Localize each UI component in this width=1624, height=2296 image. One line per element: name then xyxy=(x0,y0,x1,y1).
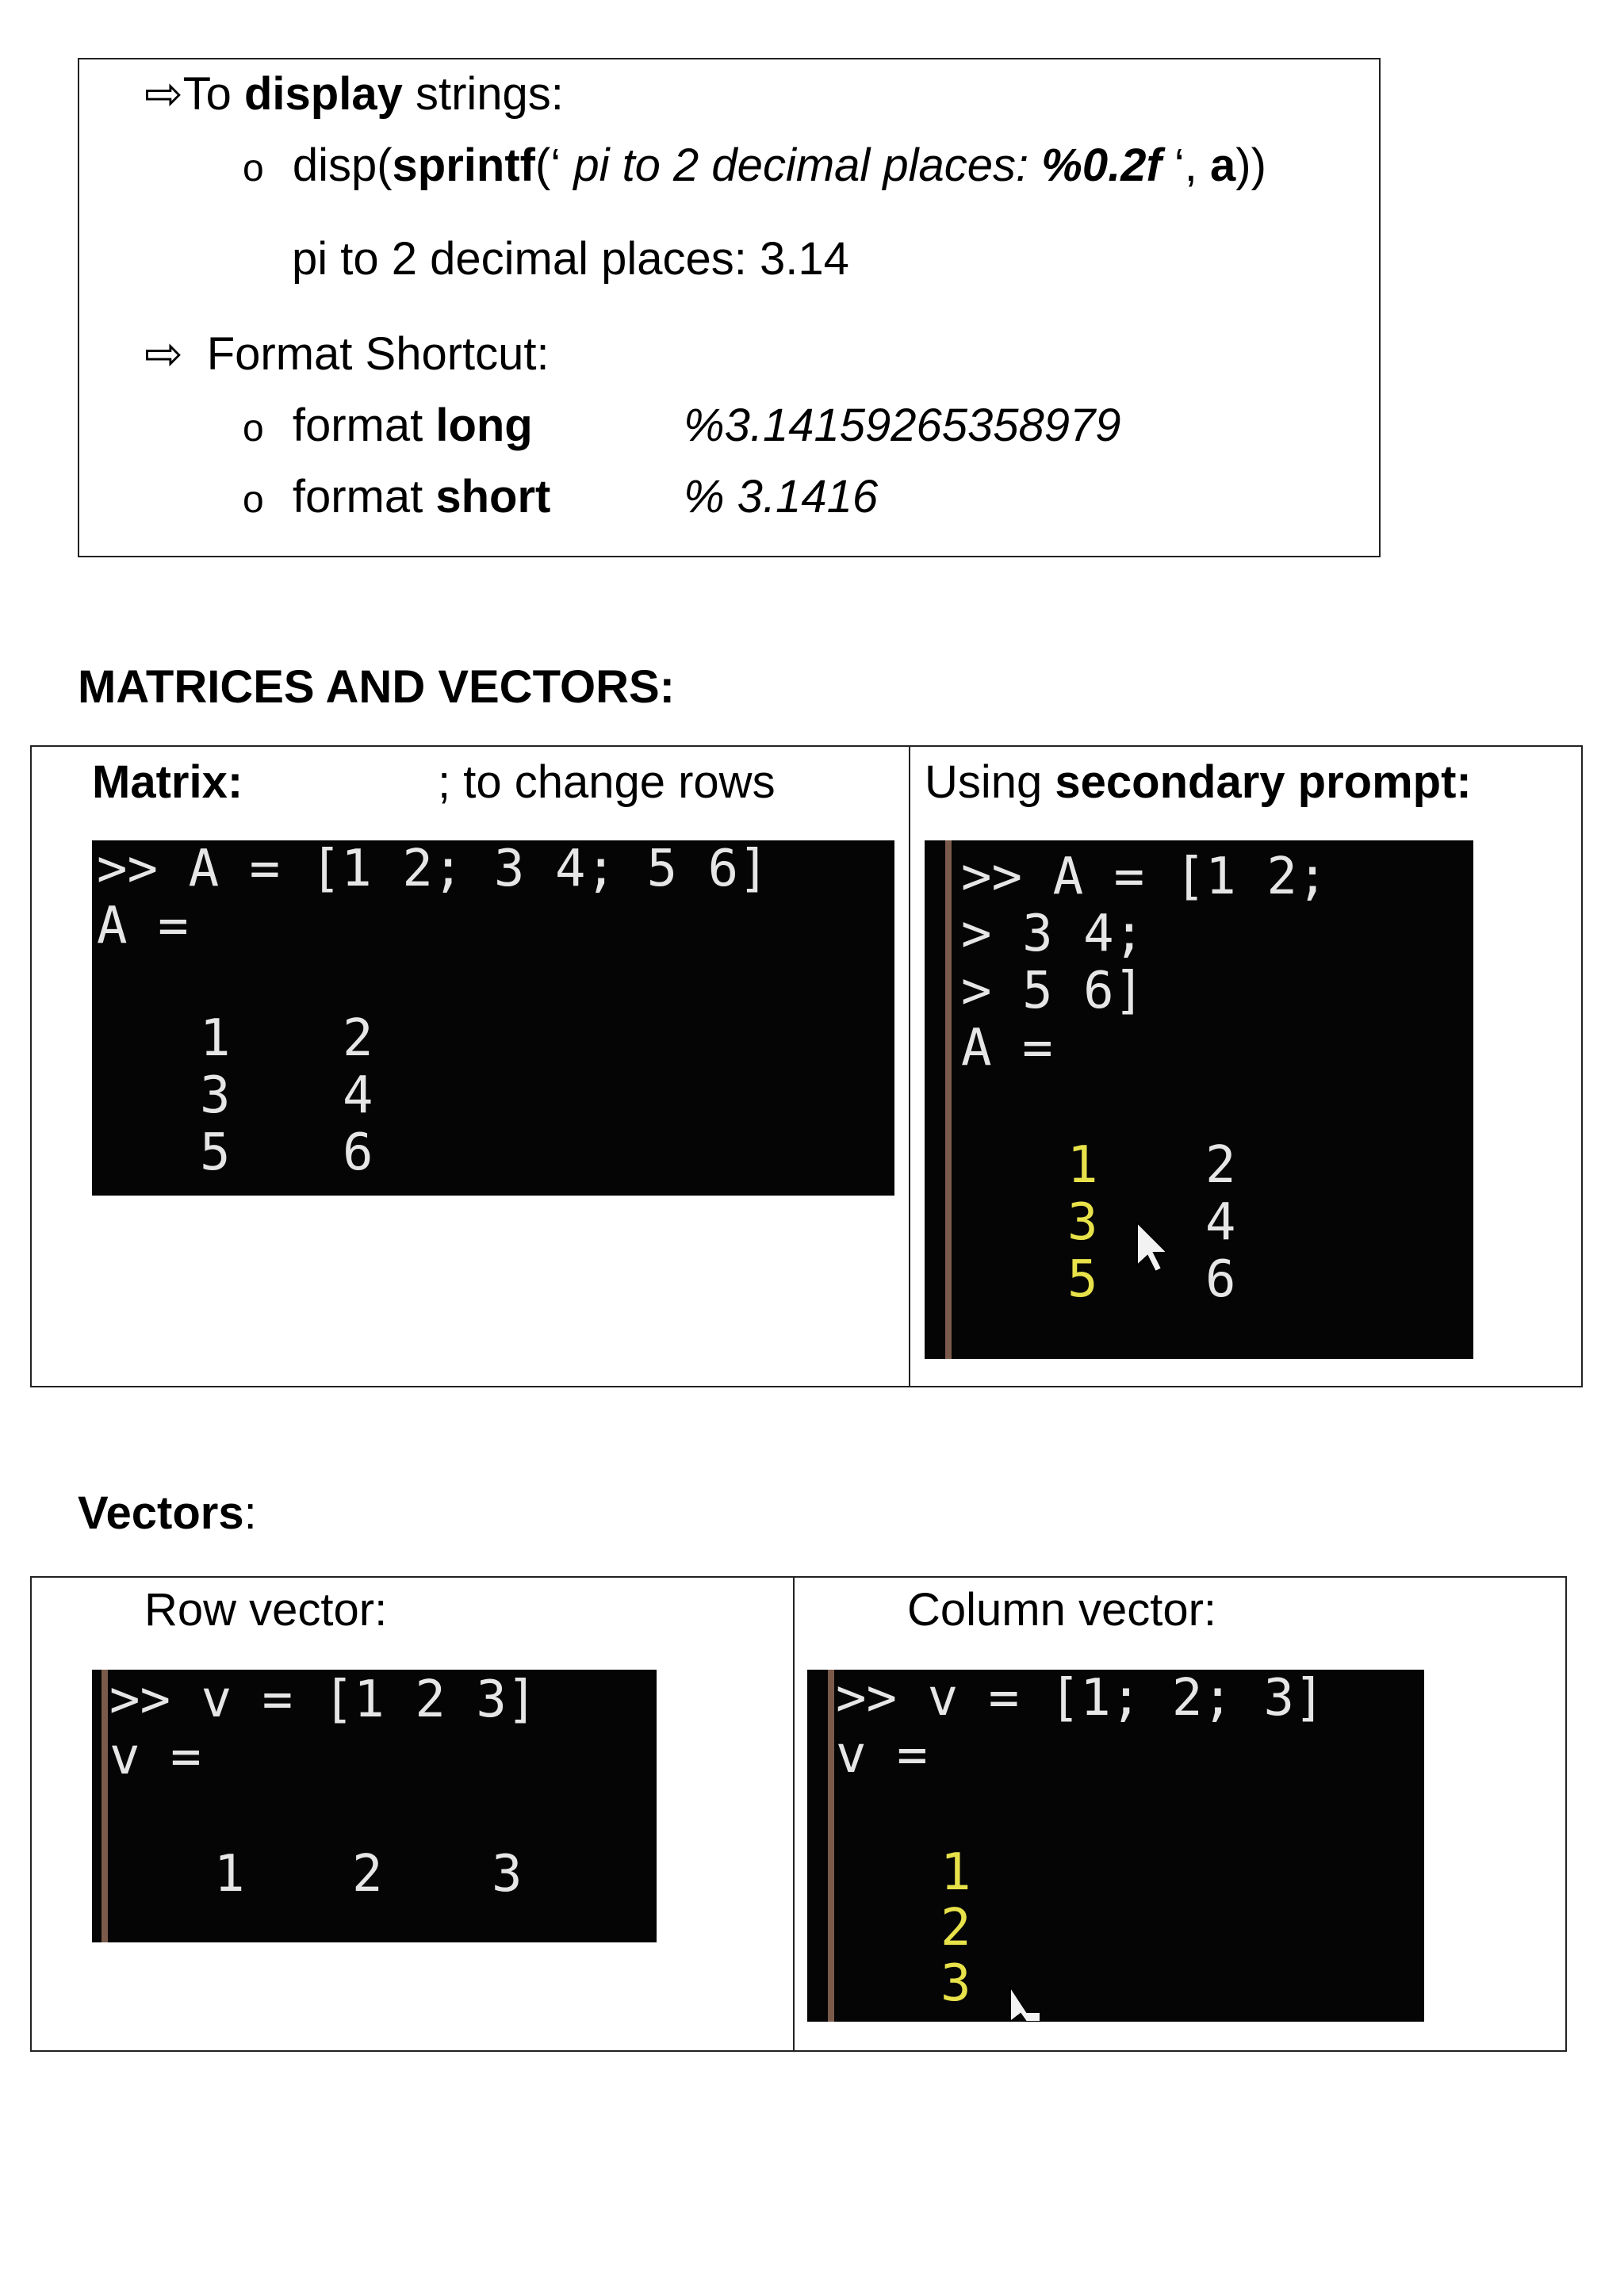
terminal-command: >> v = [1; 2; 3] xyxy=(836,1669,1325,1728)
vector-cell: 1 xyxy=(214,1845,245,1904)
secondary-prompt-label: Using secondary prompt: xyxy=(925,756,1472,808)
matrix-cell: 2 xyxy=(343,1009,373,1068)
vector-cell: 1 xyxy=(940,1843,971,1902)
terminal-assign: v = xyxy=(109,1728,201,1786)
bullet-icon: o xyxy=(243,408,264,450)
terminal-assign: v = xyxy=(836,1726,928,1785)
format-long-value: %3.14159265358979 xyxy=(684,400,1121,451)
matrix-table-divider xyxy=(909,745,910,1387)
column-vector-terminal xyxy=(807,1670,1424,2022)
arrow-icon: ⇨ xyxy=(144,68,183,120)
matrices-heading: MATRICES AND VECTORS: xyxy=(78,661,675,713)
matrix-label: Matrix: xyxy=(92,756,243,808)
terminal-command: >> v = [1 2 3] xyxy=(109,1670,538,1729)
terminal-command: >> A = [1 2; 3 4; 5 6] xyxy=(97,840,769,898)
terminal-assign: A = xyxy=(97,897,189,955)
matrix-terminal xyxy=(92,840,894,1196)
terminal-edge xyxy=(945,840,952,1359)
terminal-line: > 5 6] xyxy=(961,962,1145,1020)
matrix-cell: 3 xyxy=(200,1066,231,1125)
vector-cell: 2 xyxy=(940,1899,971,1957)
matrix-cell: 5 xyxy=(200,1123,231,1182)
sprintf-output: pi to 2 decimal places: 3.14 xyxy=(292,233,849,285)
matrix-cell: 5 xyxy=(1067,1250,1098,1309)
mouse-cursor-icon xyxy=(1136,1221,1170,1273)
matrix-cell: 2 xyxy=(1205,1136,1236,1195)
format-shortcut-line: ⇨ Format Shortcut: xyxy=(144,328,550,380)
vectors-heading: Vectors: xyxy=(78,1487,257,1539)
matrix-cell: 1 xyxy=(200,1009,231,1068)
format-short-line: o format short xyxy=(243,471,551,522)
vector-cell: 2 xyxy=(352,1845,383,1904)
matrix-cell: 4 xyxy=(1205,1193,1236,1252)
mouse-cursor-icon xyxy=(1009,1985,1044,2022)
matrix-cell: 1 xyxy=(1067,1136,1098,1195)
display-strings-line: ⇨To display strings: xyxy=(144,68,564,120)
row-vector-label: Row vector: xyxy=(144,1584,388,1636)
matrix-note: ; to change rows xyxy=(438,756,776,808)
vector-cell: 3 xyxy=(940,1954,971,2013)
vector-cell: 3 xyxy=(492,1845,523,1904)
matrix-cell: 6 xyxy=(343,1123,373,1182)
terminal-edge xyxy=(828,1670,834,2022)
matrix-cell: 6 xyxy=(1205,1250,1236,1309)
secondary-prompt-terminal xyxy=(925,840,1473,1359)
format-long-line: o format long xyxy=(243,400,533,451)
terminal-line: >> A = [1 2; xyxy=(961,848,1328,906)
sprintf-code-line: o disp(sprintf(‘ pi to 2 decimal places: %0.2f ‘, a)) xyxy=(243,140,1266,191)
terminal-edge xyxy=(102,1670,108,1942)
format-short-value: % 3.1416 xyxy=(684,471,879,522)
arrow-icon: ⇨ xyxy=(144,328,183,380)
matrix-cell: 3 xyxy=(1067,1193,1098,1252)
terminal-line: > 3 4; xyxy=(961,905,1145,963)
row-vector-terminal xyxy=(92,1670,657,1942)
column-vector-label: Column vector: xyxy=(907,1584,1217,1636)
vector-table-divider xyxy=(793,1576,795,2052)
bullet-icon: o xyxy=(243,479,264,521)
matrix-cell: 4 xyxy=(343,1066,373,1125)
terminal-line: A = xyxy=(961,1019,1053,1077)
bullet-icon: o xyxy=(243,147,264,189)
